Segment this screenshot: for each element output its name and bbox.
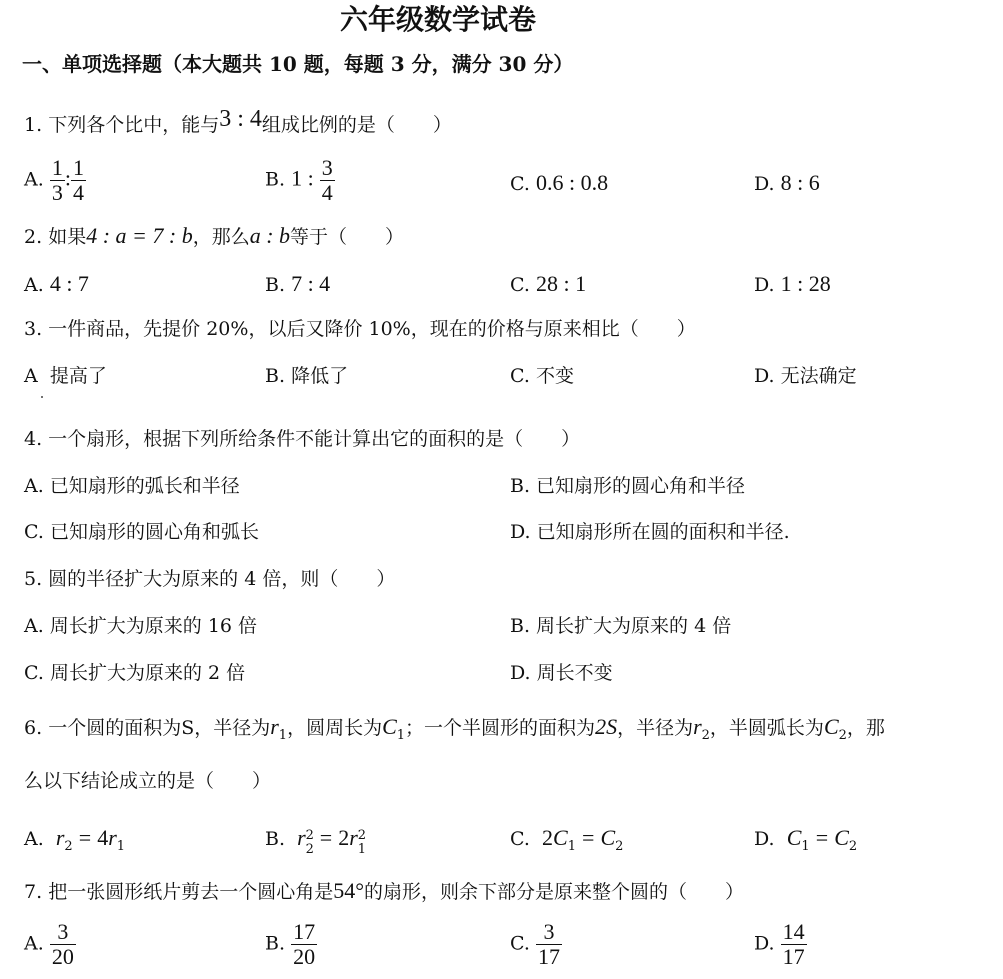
option-text: 无法确定	[780, 365, 857, 387]
q2-option-b[interactable]	[265, 273, 330, 295]
stray-dot	[41, 396, 43, 398]
q6-2s: 2S	[595, 714, 618, 739]
q3-option-a[interactable]	[24, 367, 107, 386]
q1-option-a[interactable]: A. $\frac{1}{3}$ : $\frac{1}{4}$	[24, 155, 84, 205]
option-label: C.	[510, 828, 530, 850]
q6-option-a[interactable]: A. $r_2 = 4r_1$	[24, 825, 126, 854]
option-math: 1 :	[291, 165, 314, 191]
q2-number: 2.	[24, 226, 43, 248]
question-7	[24, 880, 744, 902]
question-6-line2: 么以下结论成立的是（ ）	[24, 770, 272, 792]
option-label: D.	[754, 828, 775, 850]
option-label: A.	[24, 828, 44, 850]
q1-text-pre: 下列各个比中，能与	[48, 114, 220, 136]
option-label: B.	[265, 365, 286, 387]
section-heading: 一、单项选择题（本大题共 10 题，每题 3 分，满分 30 分）	[22, 52, 574, 76]
fraction: $\frac{1}{3}$	[51, 155, 63, 205]
q6-c2: C	[823, 714, 839, 739]
q6-r2: r	[693, 714, 702, 739]
option-label: D.	[754, 365, 775, 387]
option-label: C.	[510, 365, 530, 387]
question-6: 6. 一个圆的面积为S，半径为$r_1$，圆周长为$C_1$；一个半圆形的面积为2S，半径为$r_2$，半圆弧长为$C_2$，那	[24, 714, 885, 743]
q6-number: 6.	[24, 717, 43, 739]
question-5: 5. 圆的半径扩大为原来的 4 倍，则（ ）	[24, 568, 396, 590]
q1-option-c[interactable]	[510, 172, 608, 194]
page-title: 六年级数学试卷	[340, 3, 537, 36]
option-text: 提高了	[49, 365, 107, 387]
q5-option-a[interactable]: A. 周长扩大为原来的 16 倍	[24, 615, 258, 637]
option-text: 不变	[535, 365, 574, 387]
q7-option-d[interactable]	[754, 920, 807, 969]
q6-text-5: ，半圆弧长为	[709, 717, 824, 739]
q2-ratio: a : b	[249, 223, 291, 248]
option-math: 0.6 : 0.8	[535, 170, 609, 195]
fraction: $\frac{1}{4}$	[72, 155, 84, 205]
q6-text-1: 一个圆的面积为S，半径为	[48, 717, 271, 739]
q2-text-pre: 如果	[48, 226, 87, 248]
option-label: D.	[754, 932, 775, 955]
q2-text-post: 等于（ ）	[290, 226, 405, 248]
option-label: D.	[754, 274, 775, 296]
q7-text-post: 的扇形，则余下部分是原来整个圆的（ ）	[364, 881, 745, 903]
question-2	[24, 225, 404, 247]
fraction: $\frac{14}{17}$	[782, 919, 805, 969]
option-label: C.	[510, 932, 530, 955]
option-label: A	[24, 365, 38, 387]
q2-option-d[interactable]	[754, 273, 831, 295]
q1-text-post: 组成比例的是（ ）	[261, 114, 452, 136]
option-label: B.	[265, 932, 286, 955]
option-label: D.	[754, 173, 775, 195]
q5-option-c[interactable]: C. 周长扩大为原来的 2 倍	[24, 662, 246, 684]
q6-option-d[interactable]: D. $C_1 = C_2$	[754, 825, 858, 854]
q7-text-pre: 把一张圆形纸片剪去一个圆心角是	[48, 881, 334, 903]
question-3: 3. 一件商品，先提价 20%，以后又降价 10%，现在的价格与原来相比（ ）	[24, 318, 696, 340]
q7-option-a[interactable]	[24, 920, 76, 969]
q6-r1: r	[270, 714, 279, 739]
option-label: A.	[24, 168, 44, 191]
option-label: C.	[510, 173, 530, 195]
option-math: 28 : 1	[535, 271, 587, 296]
q3-option-c[interactable]	[510, 367, 574, 386]
q6-text-3: ；一个半圆形的面积为	[405, 717, 596, 739]
q5-option-b[interactable]: B. 周长扩大为原来的 4 倍	[510, 615, 732, 637]
question-1	[24, 106, 452, 136]
q6-text-6: ，那	[846, 717, 885, 739]
option-math: 7 : 4	[291, 271, 331, 296]
option-math: 1 : 28	[780, 271, 831, 296]
q6-option-c[interactable]: C. $2C_1 = C_2$	[510, 825, 624, 854]
fraction: $\frac{17}{20}$	[293, 919, 316, 969]
option-label: B.	[265, 828, 286, 850]
q3-option-d[interactable]	[754, 367, 857, 386]
option-math: 4 : 7	[49, 271, 89, 296]
q4-option-a[interactable]: A. 已知扇形的弧长和半径	[24, 475, 240, 497]
q7-option-b[interactable]	[265, 920, 317, 969]
q2-option-c[interactable]	[510, 273, 586, 295]
q2-option-a[interactable]	[24, 273, 89, 295]
option-math: 8 : 6	[780, 170, 820, 195]
fraction: $\frac{3}{4}$	[321, 155, 333, 205]
option-label: B.	[265, 274, 286, 296]
option-label: C.	[510, 274, 530, 296]
q1-number: 1.	[24, 114, 43, 136]
q7-option-c[interactable]	[510, 920, 562, 969]
q6-c1: C	[382, 714, 397, 739]
q6-option-b[interactable]: B. r 2 2 = 2r 2 1	[265, 825, 367, 857]
q7-angle: 54°	[333, 878, 365, 903]
option-label: A.	[24, 274, 44, 296]
fraction: $\frac{3}{17}$	[537, 919, 560, 969]
option-label: B.	[265, 168, 286, 191]
q4-option-d[interactable]: D. 已知扇形所在圆的面积和半径.	[510, 521, 790, 543]
q1-ratio: 3 : 4	[219, 106, 262, 132]
q6-text-2: ，圆周长为	[287, 717, 383, 739]
q1-option-d[interactable]	[754, 172, 820, 194]
q2-text-mid: ，那么	[192, 226, 250, 248]
q7-number: 7.	[24, 881, 43, 903]
q1-option-b[interactable]	[265, 156, 335, 205]
question-4: 4. 一个扇形，根据下列所给条件不能计算出它的面积的是（ ）	[24, 428, 581, 450]
q6-text-4: ，半径为	[617, 717, 694, 739]
q4-option-c[interactable]: C. 已知扇形的圆心角和弧长	[24, 521, 259, 543]
option-text: 降低了	[291, 365, 349, 387]
option-label: A.	[24, 932, 44, 955]
q4-option-b[interactable]: B. 已知扇形的圆心角和半径	[510, 475, 746, 497]
q2-equation: 4 : a = 7 : b	[86, 223, 193, 248]
fraction: $\frac{3}{20}$	[51, 919, 74, 969]
q5-option-d[interactable]: D. 周长不变	[510, 662, 613, 684]
q3-option-b[interactable]	[265, 367, 348, 386]
